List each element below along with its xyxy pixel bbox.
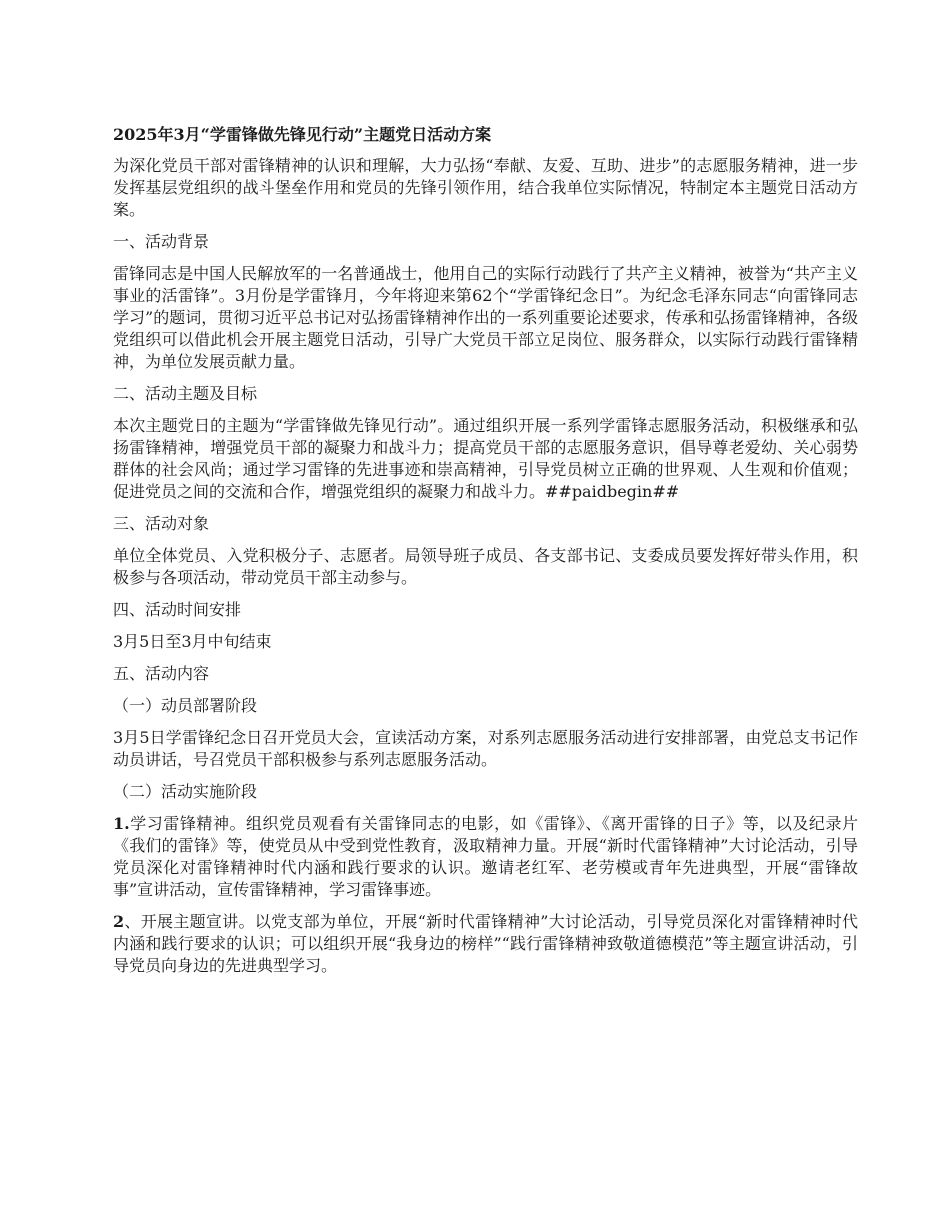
item-2-text: 、开展主题宣讲。以党支部为单位，开展“新时代雷锋精神”大讨论活动，引导党员深化对雷锋精神时代内涵和践行要求的认识；可以组织开展“我身边的榜样”“践行雷锋精神致敬道德模范”等主题宣讲活动，引导党员向身边的先进典型学习。 — [113, 912, 858, 975]
item-2-number: 2 — [113, 912, 125, 931]
document-page — [113, 124, 858, 987]
stage-heading-implementation: （二）活动实施阶段 — [113, 782, 258, 801]
participants-paragraph: 单位全体党员、入党积极分子、志愿者。局领导班子成员、各支部书记、支委成员要发挥好带头作用，积极参与各项活动，带动党员干部主动参与。 — [113, 546, 858, 587]
section-heading-schedule: 四、活动时间安排 — [113, 600, 242, 619]
section-heading-content: 五、活动内容 — [113, 664, 210, 683]
stage-heading-mobilization: （一）动员部署阶段 — [113, 696, 258, 715]
section-heading-theme: 二、活动主题及目标 — [113, 384, 258, 403]
theme-paragraph: 本次主题党日的主题为“学雷锋做先锋见行动”。通过组织开展一系列学雷锋志愿服务活动，积极继承和弘扬雷锋精神，增强党员干部的凝聚力和战斗力；提高党员干部的志愿服务意识，倡导尊老爱幼、关心弱势群体的社会风尚；通过学习雷锋的先进事迹和崇高精神，引导党员树立正确的世界观、人生观和价值观；促进党员之间的交流和合作，增强党组织的凝聚力和战斗力。##paidbegin## — [113, 416, 858, 501]
background-paragraph: 雷锋同志是中国人民解放军的一名普通战士，他用自己的实际行动践行了共产主义精神，被誉为“共产主义事业的活雷锋”。3月份是学雷锋月，今年将迎来第62个“学雷锋纪念日”。为纪念毛泽东同志“向雷锋同志学习”的题词，贯彻习近平总书记对弘扬雷锋精神作出的一系列重要论述要求，传承和弘扬雷锋精神，各级党组织可以借此机会开展主题党日活动，引导广大党员干部立足岗位、服务群众，以实际行动践行雷锋精神，为单位发展贡献力量。 — [113, 264, 858, 371]
implementation-item-2 — [113, 911, 858, 977]
intro-paragraph: 为深化党员干部对雷锋精神的认识和理解，大力弘扬“奉献、友爱、互助、进步”的志愿服务精神，进一步发挥基层党组织的战斗堡垒作用和党员的先锋引领作用，结合我单位实际情况，特制定本主题党日活动方案。 — [113, 156, 858, 219]
schedule-paragraph: 3月5日至3月中旬结束 — [113, 632, 272, 651]
document-title: 2025年3月“学雷锋做先锋见行动”主题党日活动方案 — [113, 125, 492, 144]
implementation-item-1 — [113, 813, 858, 901]
section-heading-background: 一、活动背景 — [113, 232, 210, 251]
mobilization-paragraph: 3月5日学雷锋纪念日召开党员大会，宣读活动方案，对系列志愿服务活动进行安排部署，由党总支书记作动员讲话，号召党员干部积极参与系列志愿服务活动。 — [113, 728, 858, 769]
section-heading-participants: 三、活动对象 — [113, 514, 210, 533]
item-1-number: 1. — [113, 814, 130, 833]
item-1-text: 学习雷锋精神。组织党员观看有关雷锋同志的电影，如《雷锋》、《离开雷锋的日子》等，以及纪录片《我们的雷锋》等，使党员从中受到党性教育，汲取精神力量。开展“新时代雷锋精神”大讨论活动，引导党员深化对雷锋精神时代内涵和践行要求的认识。邀请老红军、老劳模或青年先进典型，开展“雷锋故事”宣讲活动，宣传雷锋精神，学习雷锋事迹。 — [113, 814, 858, 899]
